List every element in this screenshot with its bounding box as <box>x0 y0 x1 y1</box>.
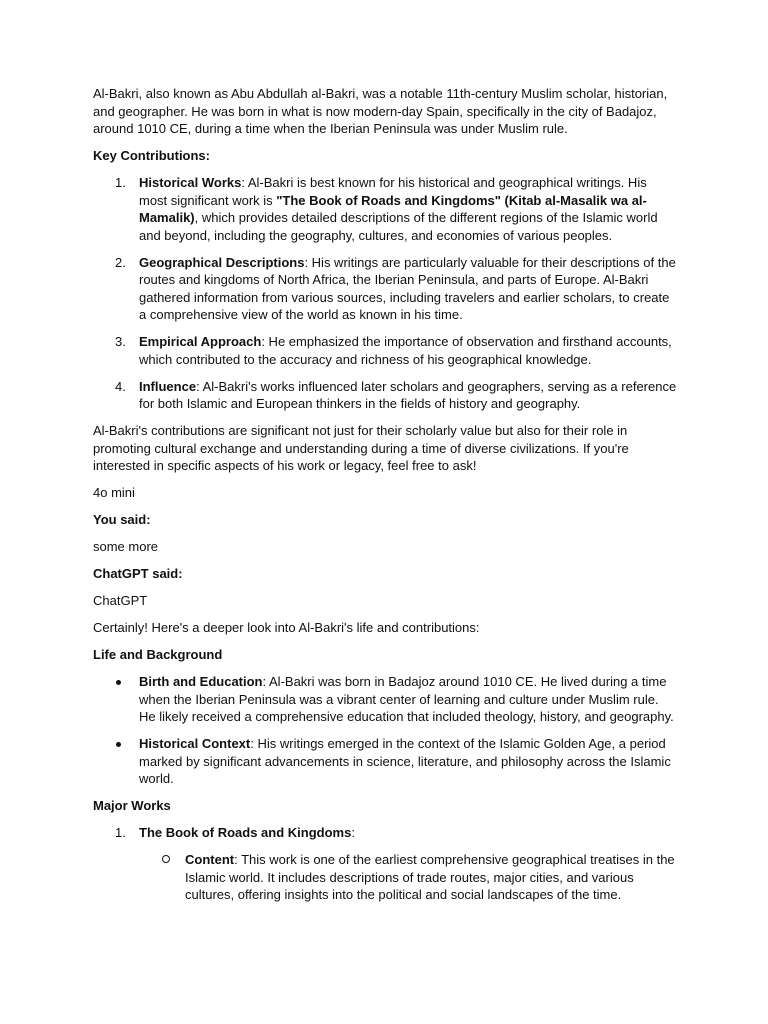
item-text: : Al-Bakri was born in Badajoz around 1010 CE. He lived during a time when the Iberian Peninsula was a vibrant center of learning and culture under Muslim rule. He likely received a comprehensive education that included theology, history, and geography. <box>139 674 674 724</box>
item-title: Geographical Descriptions <box>139 254 305 270</box>
you-said-label: You said: <box>93 512 151 527</box>
list-number: 1. <box>115 175 126 190</box>
item-text: : His writings are particularly valuable for their descriptions of the routes and kingdoms of North Africa, the Iberian Peninsula, and parts of Europe. Al-Bakri gathered information from various sources, including travelers and earlier scholars, to create a comprehensive view of the world as known in his time. <box>139 254 676 322</box>
intro-paragraph: Al-Bakri, also known as Abu Abdullah al-Bakri, was a notable 11th-century Muslim scholar, historian, and geographer. He was born in what is now modern-day Spain, specifically in the city of Badajoz, around 1010 CE, during a time when the Iberian Peninsula was under Muslim rule. <box>93 86 668 136</box>
book-title: "The Book of Roads and Kingdoms" (Kitab al-Masalik wa al-Mamalik) <box>139 192 647 225</box>
bullet-icon <box>116 680 121 685</box>
item-text: : Al-Bakri is best known for his historical and geographical writings. His most significant work is <box>139 175 647 208</box>
item-text: : He emphasized the importance of observation and firsthand accounts, which contributed to the accuracy and richness of his geographical knowledge. <box>139 334 672 367</box>
works-sublist <box>139 851 678 904</box>
item-title: The Book of Roads and Kingdoms <box>139 825 352 840</box>
life-list <box>93 673 678 788</box>
item-title: Historical Works <box>139 175 242 190</box>
key-contributions-heading: Key Contributions: <box>93 148 210 163</box>
list-item <box>93 378 678 413</box>
list-item <box>93 735 678 788</box>
list-item <box>93 673 678 726</box>
closing-paragraph: Al-Bakri's contributions are significant not just for their scholarly value but also for their role in promoting cultural exchange and understanding during a time of diverse civilizations. If you're interested in specific aspects of his work or legacy, feel free to ask! <box>93 423 629 473</box>
list-number: 1. <box>115 825 126 840</box>
bullet-icon <box>116 742 121 747</box>
item-text: : His writings emerged in the context of the Islamic Golden Age, a period marked by significant advancements in science, literature, and philosophy across the Islamic world. <box>139 736 671 786</box>
item-title: Birth and Education <box>139 674 263 689</box>
life-background-heading: Life and Background <box>93 647 223 662</box>
contributions-list <box>93 174 678 413</box>
works-list <box>93 824 678 904</box>
list-item <box>93 174 678 244</box>
item-title: Empirical Approach <box>139 334 262 349</box>
chatgpt-label: ChatGPT <box>93 593 148 608</box>
list-item <box>93 333 678 368</box>
item-title: Historical Context <box>139 736 251 751</box>
list-number: 4. <box>115 378 126 394</box>
document-page <box>93 85 678 913</box>
list-number: 2. <box>115 254 126 270</box>
circle-bullet-icon <box>162 855 170 863</box>
model-label: 4o mini <box>93 485 135 500</box>
chatgpt-said-label: ChatGPT said: <box>93 566 183 581</box>
item-text-post: , which provides detailed descriptions of the different regions of the Islamic world and beyond, including the geography, cultures, and economies of various peoples. <box>139 210 658 243</box>
item-title: Influence <box>139 378 197 394</box>
item-text: : <box>351 825 355 840</box>
list-item <box>93 254 678 324</box>
deeper-look-paragraph: Certainly! Here's a deeper look into Al-Bakri's life and contributions: <box>93 620 480 635</box>
list-item <box>139 851 678 904</box>
user-message: some more <box>93 539 159 554</box>
item-text: : This work is one of the earliest comprehensive geographical treatises in the Islamic world. It includes descriptions of trade routes, major cities, and various cultures, offering insights into the political and social landscapes of the time. <box>185 852 675 902</box>
major-works-heading: Major Works <box>93 798 171 813</box>
list-item <box>93 824 678 904</box>
item-text: : Al-Bakri's works influenced later scholars and geographers, serving as a reference for both Islamic and European thinkers in the fields of history and geography. <box>139 378 677 411</box>
list-number: 3. <box>115 334 126 349</box>
item-title: Content <box>185 852 235 867</box>
